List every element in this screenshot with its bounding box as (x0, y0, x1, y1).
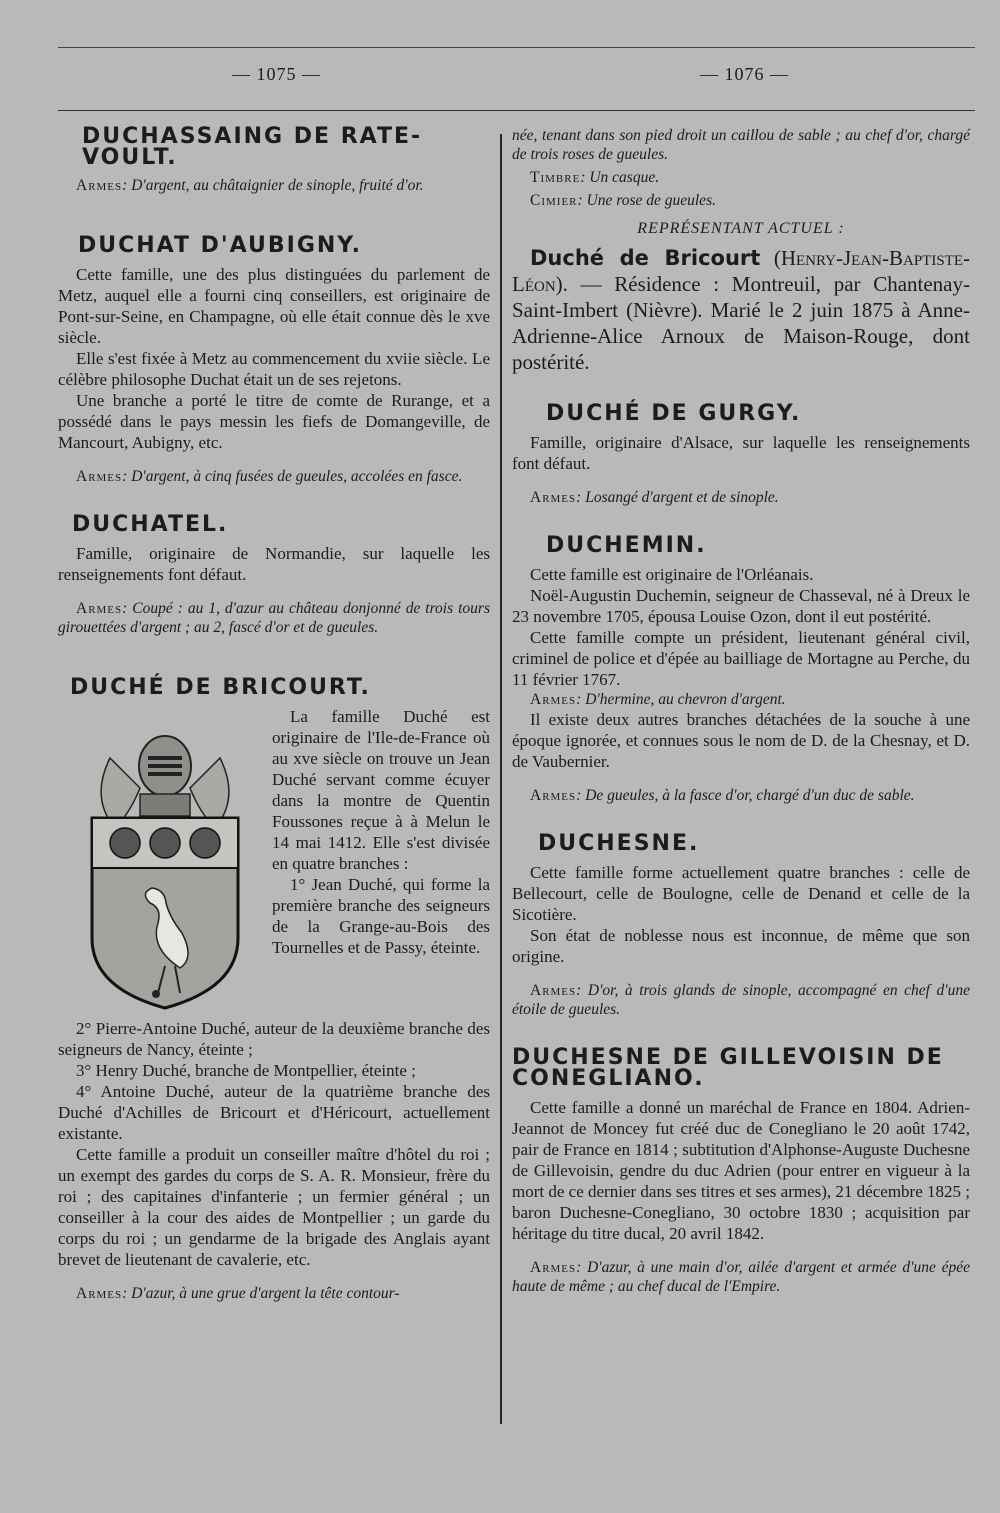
coat-of-arms-image (70, 718, 260, 1018)
arms-line (58, 1284, 490, 1303)
representative-name: Duché de Bricourt (530, 246, 761, 270)
page-number-right: — 1076 — (700, 64, 789, 84)
entry-duche-de-bricourt (58, 677, 490, 1303)
arms-text: : Losangé d'argent et de sinople. (576, 489, 779, 506)
arms-text: : D'argent, à cinq fusées de gueules, accolées en fasce. (122, 468, 463, 485)
entry-duche-continued (512, 126, 970, 375)
arms-line (58, 599, 490, 637)
timbre-line (512, 168, 970, 187)
entry-duchatel (58, 514, 490, 637)
cimier-line (512, 191, 970, 210)
arms-text: née, tenant dans son pied droit un caillou de sable ; au chef d'or, chargé de trois roses de gueules. (512, 127, 970, 163)
representative-text: — Résidence : Montreuil, par Chantenay-Saint-Imbert (Nièvre). Marié le 2 juin 1875 à Anne-Adrienne-Alice Arnoux de Maison-Rouge, dont postérité. (512, 272, 971, 374)
left-column (58, 126, 490, 1303)
paragraph: Cette famille compte un président, lieutenant général civil, criminel de police et d'épée au bailliage de Mortagne au Perche, du 11 février 1767. (512, 628, 970, 689)
arms-label: Armes (76, 600, 123, 617)
arms-label: Armes (76, 177, 123, 194)
timbre-text: : Un casque. (580, 169, 660, 186)
header-rule (58, 110, 975, 111)
page-number-left: — 1075 — (232, 64, 321, 84)
branch-item: 3° Henry Duché, branche de Montpellier, éteinte ; (76, 1061, 416, 1080)
arms-label: Armes (530, 489, 577, 506)
paragraph: Cette famille est originaire de l'Orléanais. (530, 565, 814, 584)
arms-continuation (512, 126, 970, 164)
branch-item: 4° Antoine Duché, auteur de la quatrième branche des Duché d'Achilles de Bricourt et d'Héricourt, actuellement existante. (58, 1082, 490, 1143)
cimier-text: : Une rose de gueules. (577, 192, 716, 209)
branch-item: 1° Jean Duché, qui forme la première branche des seigneurs de la Grange-au-Bois des Tournelles et de Passy, éteinte. (272, 875, 490, 957)
timbre-label: Timbre (530, 169, 581, 186)
arms-line (512, 488, 970, 507)
entry-duche-de-gurgy (512, 403, 970, 507)
entry-duchemin (512, 535, 970, 805)
entry-title: DUCHAT D'AUBIGNY. (78, 233, 362, 258)
arms-text: : D'argent, au châtaignier de sinople, fruité d'or. (122, 177, 424, 194)
entry-title: DUCHESNE DE GILLEVOISIN DE CONEGLIANO. (512, 1045, 944, 1091)
arms-text: : Coupé : au 1, d'azur au château donjonné de trois tours girouettées d'argent ; au 2, fascé d'or et de gueules. (58, 600, 490, 636)
arms-line (58, 176, 490, 195)
arms-label: Armes (76, 468, 123, 485)
branch-item: 2° Pierre-Antoine Duché, auteur de la deuxième branche des seigneurs de Nancy, éteinte ; (58, 1019, 490, 1059)
arms-label: Armes (530, 1259, 577, 1276)
paragraph: Cette famille a produit un conseiller maître d'hôtel du roi ; un exempt des gardes du corps de S. A. R. Monsieur, frère du roi ; des capitaines d'infanterie ; un fermier général ; un conseiller à la cour des aides de Montpellier ; un garde du corps du roi ; un gendarme de la brigade des Anglais ayant brevet de lieutenant de cavalerie, etc. (58, 1145, 490, 1269)
arms-text: : De gueules, à la fasce d'or, chargé d'un duc de sable. (576, 787, 915, 804)
entry-title: DUCHASSAING DE RATE-VOULT. (82, 124, 423, 170)
paragraph: Cette famille forme actuellement quatre branches : celle de Bellecourt, celle de Boulogne, celle de Denand et celle de la Sicotière. (512, 863, 970, 924)
entry-duchassaing (58, 126, 490, 195)
arms-label: Armes (530, 982, 577, 999)
entry-duchesne (512, 833, 970, 1019)
right-column (512, 126, 970, 1296)
entry-title: DUCHEMIN. (546, 533, 707, 558)
entry-title: DUCHESNE. (538, 831, 700, 856)
coat-of-arms-icon (70, 718, 260, 1018)
arms-label: Armes (530, 691, 577, 708)
arms-line (512, 690, 970, 709)
top-rule (58, 47, 975, 48)
arms-line (58, 467, 490, 486)
arms-line (512, 786, 970, 805)
column-divider (500, 134, 502, 1424)
entry-duchat (58, 235, 490, 486)
entry-duchesne-de-gillevoisin (512, 1047, 970, 1296)
paragraph: Famille, originaire de Normandie, sur laquelle les renseignements font défaut. (58, 544, 490, 584)
paragraph: Noël-Augustin Duchemin, seigneur de Chasseval, né à Dreux le 23 novembre 1705, épousa Louise Ozon, dont il eut postérité. (512, 586, 970, 626)
paragraph: Cette famille, une des plus distinguées du parlement de Metz, auquel elle a fourni cinq conseillers, est originaire de Pont-sur-Seine, en Champagne, où elle était connue dès le xve siècle. (58, 265, 490, 347)
paragraph: Cette famille a donné un maréchal de France en 1804. Adrien-Jeannot de Moncey fut créé duc de Conegliano le 20 août 1742, pair de France en 1814 ; subtitution d'Alphonse-Auguste Duchesne de Gillevoisin, gendre du duc Adrien (pour entrer en vigueur à la mort de ce dernier dans ses titres et ses armes), 21 décembre 1825 ; baron Duchesne-Conegliano, 30 octobre 1830 ; acquisition par héritage du titre ducal, 20 avril 1842. (512, 1098, 970, 1243)
paragraph: La famille Duché est originaire de l'Ile-de-France où au xve siècle on trouve un Jean Duché servant comme écuyer dans la montre de Quentin Foussones reçue à à Melun le 14 mai 1412. Elle s'est divisée en quatre branches : (272, 707, 490, 873)
entry-title: DUCHÉ DE BRICOURT. (70, 675, 371, 700)
paragraph: Il existe deux autres branches détachées de la souche à une époque ignorée, et connues sous le nom de D. de la Chesnay, et D. de Vaubernier. (512, 710, 970, 771)
entry-title: DUCHATEL. (72, 512, 229, 537)
paragraph: Elle s'est fixée à Metz au commencement du xviie siècle. Le célèbre philosophe Duchat était un de ses rejetons. (58, 349, 490, 389)
paragraph: Famille, originaire d'Alsace, sur laquelle les renseignements font défaut. (512, 433, 970, 473)
entry-title: DUCHÉ DE GURGY. (546, 401, 802, 426)
arms-text: : D'azur, à une grue d'argent la tête contour- (122, 1285, 400, 1302)
paragraph: Une branche a porté le titre de comte de Rurange, et a possédé dans le pays messin les fiefs de Domangeville, de Mancourt, Aubigny, etc. (58, 391, 490, 452)
arms-line (512, 1258, 970, 1296)
arms-text: : D'hermine, au chevron d'argent. (576, 691, 786, 708)
representative-entry (512, 245, 970, 375)
representative-heading: REPRÉSENTANT ACTUEL : (637, 220, 845, 237)
arms-label: Armes (76, 1285, 123, 1302)
arms-label: Armes (530, 787, 577, 804)
cimier-label: Cimier (530, 192, 578, 209)
paragraph: Son état de noblesse nous est inconnue, de même que son origine. (512, 926, 970, 966)
arms-text: : D'azur, à une main d'or, ailée d'argent et armée d'une épée haute de même ; au chef ducal de l'Empire. (512, 1259, 970, 1295)
arms-line (512, 981, 970, 1019)
representative-given-names: (Henry-Jean-Baptiste-Léon). (512, 246, 970, 296)
arms-text: : D'or, à trois glands de sinople, accompagné en chef d'une étoile de gueules. (512, 982, 970, 1018)
